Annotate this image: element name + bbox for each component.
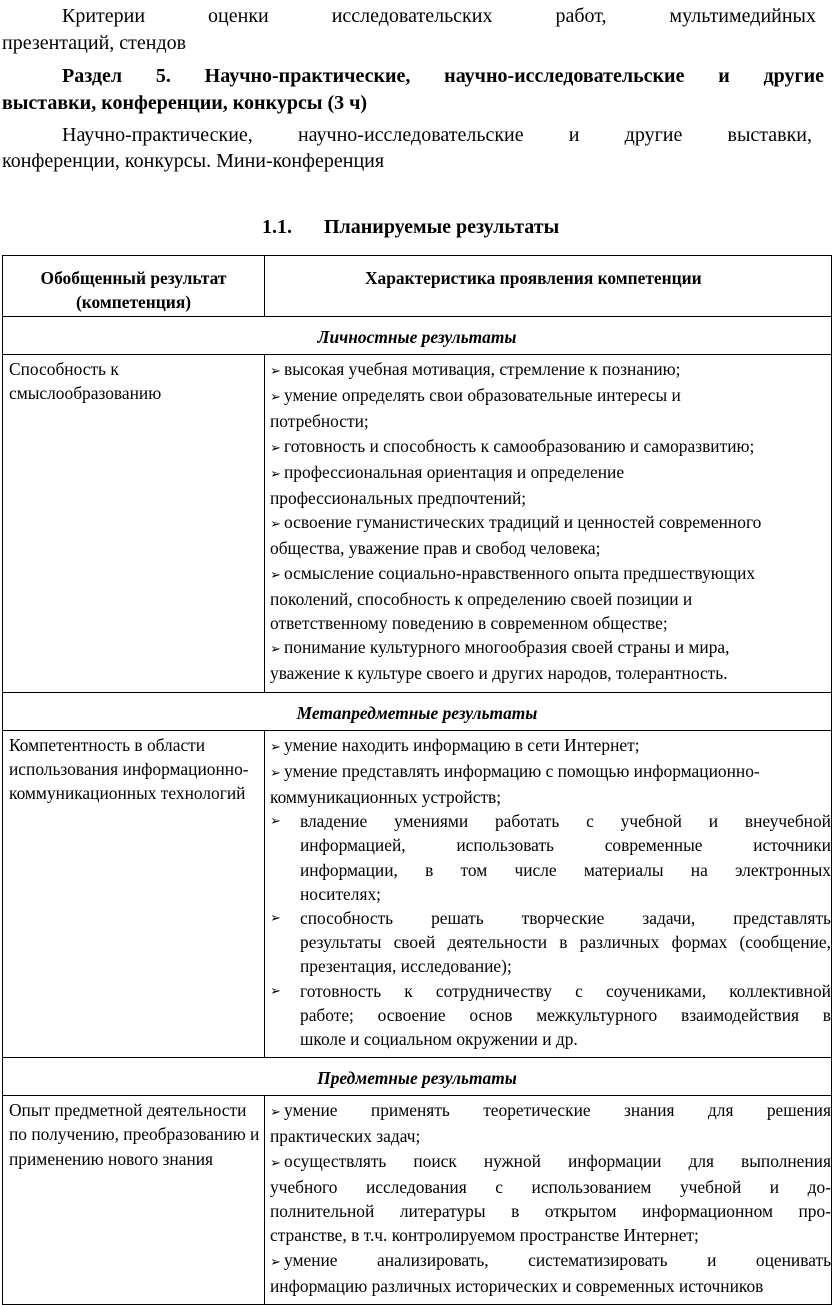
list-item: ➢ профессиональная ориентация и определение профессиональных предпочтений;: [270, 461, 625, 509]
competence-cell: Компетентность в области использования информационно-коммуникационных технологий: [3, 730, 265, 1058]
list-item: ➢ освоение гуманистических традиций и ценностей современного общества, уважение прав и свобод человека;: [270, 512, 762, 559]
characteristics-cell: [265, 730, 832, 1058]
arrow-bullet-icon: ➢: [270, 910, 281, 926]
arrow-bullet-icon: ➢: [270, 363, 281, 378]
category-personal: Личностные результаты: [3, 317, 832, 355]
arrow-bullet-icon: ➢: [270, 1154, 281, 1170]
arrow-bullet-icon: ➢: [270, 738, 281, 754]
arrow-bullet-icon: ➢: [270, 439, 281, 455]
competence-cell: Опыт предметной деятельности по получению, преобразованию и применению нового знания: [3, 1096, 265, 1305]
intro-line-2: презентаций, стендов: [2, 32, 187, 54]
list-item: ➢ владение умениями работать с учебной и внеучебной информацией, использовать современные источники информации, в том числе материалы на электронных носителях;: [270, 809, 831, 906]
section-heading-line-2: выставки, конференции, конкурсы (3 ч): [2, 92, 368, 114]
list-item: ➢ умение анализировать, систематизировать и оценивать информацию различных исторических и современных источников: [270, 1249, 831, 1296]
characteristics-cell: [265, 355, 832, 693]
arrow-bullet-icon: ➢: [270, 641, 281, 657]
category-row: [3, 692, 832, 730]
list-item: ➢ способность решать творческие задачи, представлять результаты своей деятельности в различных формах (сообщение, презентация, исследование);: [270, 906, 831, 979]
results-section-title: [262, 214, 559, 240]
category-metasubject: Метапредметные результаты: [3, 692, 832, 730]
list-item: ➢ осуществлять поиск нужной информации для выполнения учебного исследования с использованием учебной и до- полнительной литературы в открытом информационном про- странстве, в т.ч. контролируемом пространстве Интернет;: [270, 1150, 831, 1246]
header-competence: Обобщенный результат (компетенция): [3, 256, 265, 317]
category-row: [3, 317, 832, 355]
body-line-1: Научно-практические, научно-исследовательские и другие выставки,: [62, 124, 812, 146]
table-row: [3, 355, 832, 693]
list-item: ➢ понимание культурного многообразия своей страны и мира, уважение к культуре своего и других народов, толерантность.: [270, 637, 730, 684]
body-line-2: конференции, конкурсы. Мини-конференция: [2, 150, 385, 172]
characteristics-cell: [265, 1096, 832, 1305]
list-item: ➢ высокая учебная мотивация, стремление к познанию;: [270, 357, 831, 383]
section-heading-line-1: Раздел 5. Научно-практические, научно-исследовательские и другие: [62, 65, 824, 87]
list-item: ➢ готовность и способность к самообразованию и саморазвитию;: [270, 434, 831, 460]
arrow-bullet-icon: ➢: [270, 1104, 281, 1120]
table-header-row: [3, 256, 832, 317]
list-item: ➢ осмысление социально-нравственного опыта предшествующих поколений, способность к определению своей позиции и ответственному поведению в современном обществе;: [270, 562, 756, 634]
list-item: ➢ умение применять теоретические знания для решения практических задач;: [270, 1100, 831, 1147]
arrow-bullet-icon: ➢: [270, 813, 281, 829]
arrow-bullet-icon: ➢: [270, 764, 281, 780]
arrow-bullet-icon: ➢: [270, 389, 281, 405]
list-item: ➢ умение находить информацию в сети Интернет;: [270, 733, 831, 759]
results-section-number: 1.1.: [262, 216, 292, 238]
arrow-bullet-icon: ➢: [270, 1253, 281, 1269]
header-characteristic: Характеристика проявления компетенции: [265, 256, 832, 317]
arrow-bullet-icon: ➢: [270, 465, 281, 481]
list-item: ➢ готовность к сотрудничеству с соучениками, коллективной работе; освоение основ межкультурного взаимодействия в школе и социальном окружении и др.: [270, 979, 831, 1052]
arrow-bullet-icon: ➢: [270, 566, 281, 582]
category-row: [3, 1058, 832, 1096]
competence-cell: Способность к смыслообразованию: [3, 355, 265, 693]
list-item: ➢ умение представлять информацию с помощью информационно- коммуникационных устройств;: [270, 760, 760, 808]
competence-table: [2, 255, 832, 1305]
arrow-bullet-icon: ➢: [270, 982, 281, 998]
category-subject: Предметные результаты: [3, 1058, 832, 1096]
list-item: ➢ умение определять свои образовательные интересы и потребности;: [270, 385, 681, 432]
table-row: [3, 730, 832, 1058]
table-row: [3, 1096, 832, 1305]
intro-line-1: Критерии оценки исследовательских работ, мультимедийных: [62, 5, 816, 27]
results-section-label: Планируемые результаты: [324, 216, 560, 238]
arrow-bullet-icon: ➢: [270, 516, 281, 532]
